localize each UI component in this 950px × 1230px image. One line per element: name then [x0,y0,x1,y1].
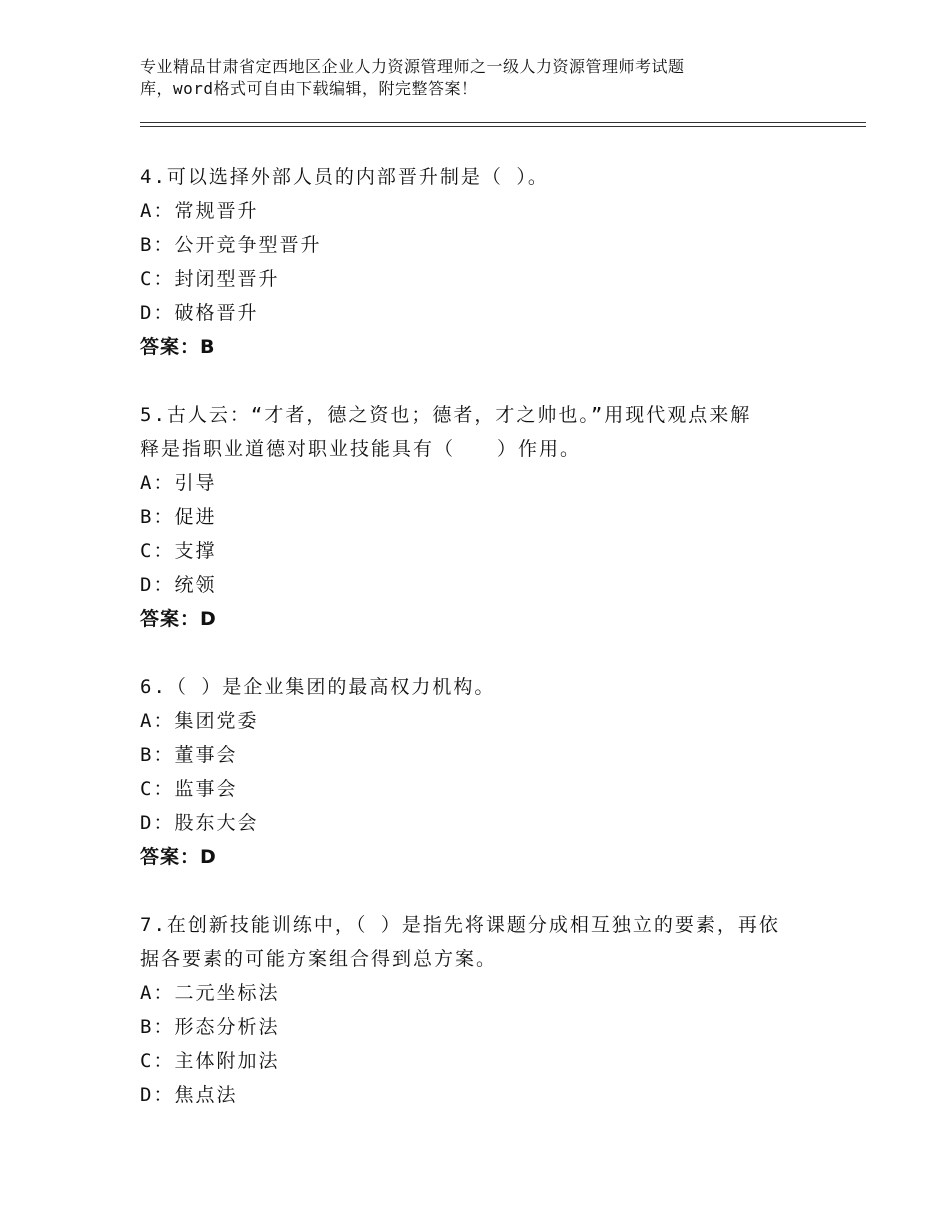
header-divider-top [140,122,866,123]
question-6 [140,670,820,874]
answer: 答案：D [140,608,217,630]
question-4 [140,160,820,364]
option-b: B：形态分析法 [140,1016,280,1038]
option-c: C：监事会 [140,778,238,800]
header-title-line-1: 专业精品甘肃省定西地区企业人力资源管理师之一级人力资源管理师考试题 [140,57,685,76]
question-stem-line-1: 5.古人云：“才者，德之资也；德者，才之帅也。”用现代观点来解 [140,404,752,426]
option-d: D：破格晋升 [140,302,259,324]
question-list [140,160,820,1112]
option-b: B：公开竞争型晋升 [140,234,322,256]
option-d: D：统领 [140,574,217,596]
question-stem-line-2: 据各要素的可能方案组合得到总方案。 [140,948,498,970]
question-stem: 6.（ ）是企业集团的最高权力机构。 [140,676,496,698]
question-5 [140,398,820,636]
option-a: A：引导 [140,472,217,494]
option-c: C：主体附加法 [140,1050,280,1072]
document-header [140,56,780,100]
option-a: A：集团党委 [140,710,259,732]
header-divider-bottom [140,126,866,127]
option-c: C：支撑 [140,540,217,562]
option-b: B：促进 [140,506,217,528]
question-stem: 4.可以选择外部人员的内部晋升制是（ ）。 [140,166,549,188]
option-d: D：股东大会 [140,812,259,834]
option-a: A：常规晋升 [140,200,259,222]
question-stem-line-1: 7.在创新技能训练中，（ ）是指先将课题分成相互独立的要素，再依 [140,914,780,936]
header-title-line-2: 库，word格式可自由下载编辑，附完整答案！ [140,79,478,98]
option-c: C：封闭型晋升 [140,268,280,290]
question-7 [140,908,820,1112]
answer: 答案：D [140,846,217,868]
option-b: B：董事会 [140,744,238,766]
question-stem-line-2: 释是指职业道德对职业技能具有（ ）作用。 [140,438,582,460]
option-a: A：二元坐标法 [140,982,280,1004]
answer: 答案：B [140,336,216,358]
option-d: D：焦点法 [140,1084,238,1106]
